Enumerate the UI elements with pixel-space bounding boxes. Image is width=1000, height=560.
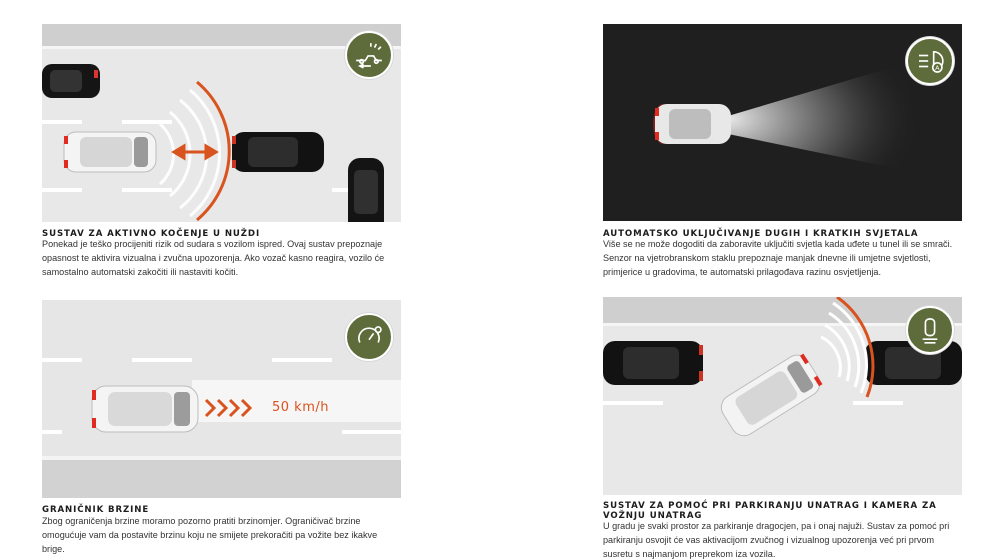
speedometer-icon [345,313,393,361]
high-beam-description: Više se ne može dogoditi da zaboravite uključiti svjetla kada uđete u tunel ili se smrači. Senzor na vjetrobranskom staklu prepoznaje manjak dnevne ili umjetne svjetlosti, primjerice u gradovima, te automatski prilagođava razinu osvjetljenja. [603,239,953,277]
high-beam-title: AUTOMATSKO UKLJUČIVANJE DUGIH I KRATKIH SVJETALA [603,229,919,239]
park-assist-description: U gradu je svaki prostor za parkiranje dragocjen, pa i onaj najuži. Sustav za pomoć pri parkiranju osvojit će vas aktivacijom zvučnog i vizualnog upozorenja već pri prvom susretu s najmanjom preprekom iza vozila. [603,521,950,559]
ego-car-night [655,104,731,144]
aeb-title: SUSTAV ZA AKTIVNO KOČENJE U NUŽDI [42,229,261,239]
parked-car-top-left [42,64,100,98]
park-sensor-icon [906,306,954,354]
car-ahead [232,132,324,172]
speed-limit-label: 50 km/h [272,400,329,415]
collision-warning-icon [345,31,393,79]
park-assist-title: SUSTAV ZA POMOĆ PRI PARKIRANJU UNATRAG I KAMERA ZA VOŽNJU UNATRAG [603,501,937,521]
aeb-illustration [42,24,401,222]
parked-car-left [603,341,703,385]
speed-limiter-description: Zbog ograničenja brzine moramo pozorno pratiti brzinomjer. Ograničivač brzine omogućuje vam da postavite brzinu koju ne smijete prekoračiti pa vožite bez ikakve brige. [42,516,378,554]
car-bottom-right [348,158,384,222]
park-assist-illustration [603,297,962,495]
svg-text:A: A [935,64,940,73]
ego-car [64,132,156,172]
high-beam-illustration [603,24,962,221]
ego-car-speed [92,386,198,432]
speed-limiter-title: GRANIČNIK BRZINE [42,505,150,515]
aeb-description: Ponekad je teško procijeniti rizik od sudara s vozilom ispred. Ovaj sustav prepoznaje opasnost te aktivira vizualna i zvučna upozorenja. Ako vozač kasno reagira, vozilo će samostalno automatski zakočiti ili nastaviti kočiti. [42,239,385,277]
speed-limiter-illustration [42,300,401,498]
auto-headlight-icon [906,37,954,85]
